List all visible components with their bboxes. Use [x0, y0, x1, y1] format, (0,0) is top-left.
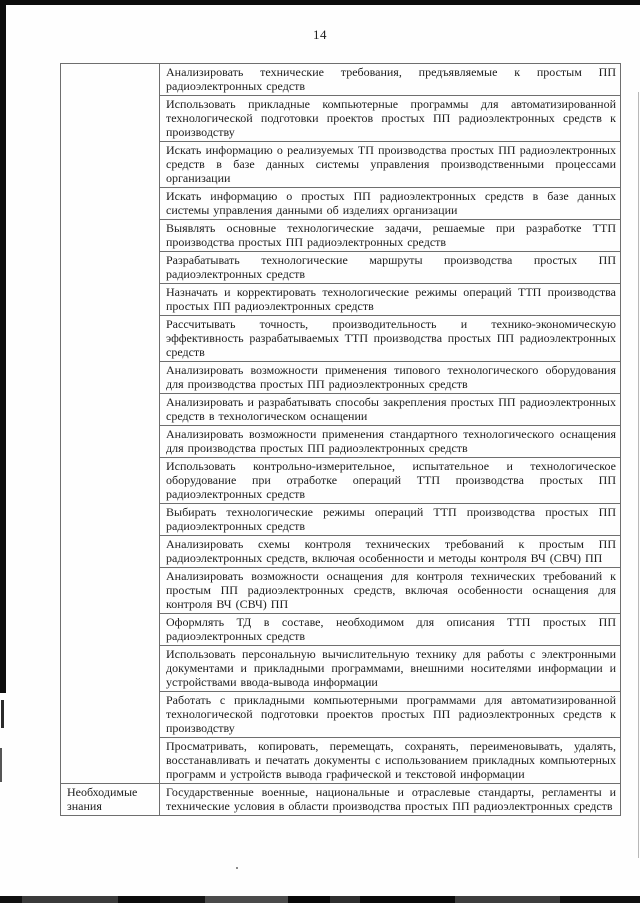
- table-cell-text: Искать информацию о реализуемых ТП производства простых ПП радиоэлектронных средств в базе данных системы управления производственными процессами организации: [160, 142, 621, 188]
- left-cell-empty: [61, 64, 160, 784]
- scan-noise-dot: [236, 867, 238, 869]
- table-cell-text: Анализировать и разрабатывать способы закрепления простых ПП радиоэлектронных средств в технологическом оснащении: [160, 394, 621, 426]
- table-cell-text: Выбирать технологические режимы операций ТТП производства простых ПП радиоэлектронных средств: [160, 504, 621, 536]
- table-cell-text: Анализировать возможности применения стандартного технологического оснащения для производства простых ПП радиоэлектронных средств: [160, 426, 621, 458]
- table-row: [61, 64, 621, 96]
- scan-edge-top: [0, 0, 640, 5]
- table-cell-text: Искать информацию о простых ПП радиоэлектронных средств в базе данных системы управления данными об изделиях организации: [160, 188, 621, 220]
- table-row: [61, 784, 621, 816]
- competency-table-body: [61, 64, 621, 816]
- table-cell-text: Анализировать схемы контроля технических требований к простым ПП радиоэлектронных средств, включая особенности и методы контроля ВЧ (СВЧ) ПП: [160, 536, 621, 568]
- scan-edge-right: [638, 92, 639, 858]
- table-cell-text: Государственные военные, национальные и отраслевые стандарты, регламенты и технические условия в области производства простых ПП радиоэлектронных средств: [160, 784, 621, 816]
- table-cell-text: Оформлять ТД в составе, необходимом для описания ТТП простых ПП радиоэлектронных средств: [160, 614, 621, 646]
- table-cell-text: Выявлять основные технологические задачи, решаемые при разработке ТТП производства простых ПП радиоэлектронных средств: [160, 220, 621, 252]
- scan-edge-left: [0, 0, 6, 693]
- left-cell-knowledge-label: Необходимые знания: [61, 784, 160, 816]
- table-cell-text: Назначать и корректировать технологические режимы операций ТТП производства простых ПП радиоэлектронных средств: [160, 284, 621, 316]
- page-number: 14: [313, 27, 327, 42]
- table-cell-text: Использовать персональную вычислительную технику для работы с электронными документами и прикладными программами, внешними носителями информации и устройствами ввода-вывода информации: [160, 646, 621, 692]
- table-cell-text: Анализировать возможности применения типового технологического оборудования для производства простых ПП радиоэлектронных средств: [160, 362, 621, 394]
- scan-edge-bottom: [0, 896, 640, 903]
- scan-edge-left-dash: [0, 748, 2, 782]
- competency-table: [60, 63, 621, 816]
- table-cell-text: Анализировать технические требования, предъявляемые к простым ПП радиоэлектронных средств: [160, 64, 621, 96]
- table-cell-text: Работать с прикладными компьютерными программами для автоматизированной технологической подготовки проектов простых ПП радиоэлектронных средств к производству: [160, 692, 621, 738]
- scan-edge-left-dash: [1, 700, 4, 728]
- table-cell-text: Использовать прикладные компьютерные программы для автоматизированной технологической подготовки проектов простых ПП радиоэлектронных средств к производству: [160, 96, 621, 142]
- table-cell-text: Разрабатывать технологические маршруты производства простых ПП радиоэлектронных средств: [160, 252, 621, 284]
- table-cell-text: Рассчитывать точность, производительность и технико-экономическую эффективность разрабатываемых ТТП производства простых ПП радиоэлектронных средств: [160, 316, 621, 362]
- table-cell-text: Использовать контрольно-измерительное, испытательное и технологическое оборудование при отработке операций ТТП производства простых ПП радиоэлектронных средств: [160, 458, 621, 504]
- table-cell-text: Просматривать, копировать, перемещать, сохранять, переименовывать, удалять, восстанавливать и печатать документы с использованием прикладных компьютерных программ и устройств вывода графической и текстовой информации: [160, 738, 621, 784]
- table-cell-text: Анализировать возможности оснащения для контроля технических требований к простым ПП радиоэлектронных средств, включая особенности оснащения для контроля ВЧ (СВЧ) ПП: [160, 568, 621, 614]
